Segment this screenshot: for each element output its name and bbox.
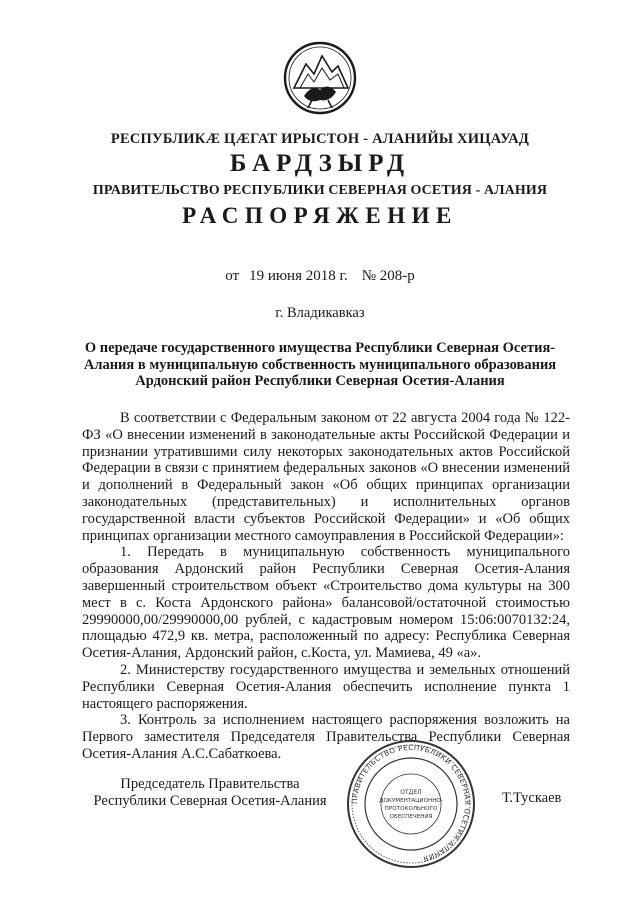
- document-date: 19 июня 2018 г.: [249, 268, 348, 284]
- order-heading: РАСПОРЯЖЕНИЕ: [182, 203, 458, 228]
- coat-of-arms-icon: [282, 40, 358, 116]
- ossetian-decree-heading: БАРДЗЫРД: [229, 150, 411, 177]
- seal-center-line-2: ДОКУМЕНТАЦИОННО-: [379, 798, 443, 804]
- document-title: О передаче государственного имущества Республики Северная Осетия-Алания в муниципальную собственность муниципального образования Ардонский район Республики Северная Осетия-Алания: [83, 340, 557, 389]
- signatory-position-line-2: Республики Северная Осетия-Алания: [93, 793, 327, 809]
- signatory-position-line-1: Председатель Правительства: [120, 776, 300, 792]
- date-prefix: от: [225, 268, 240, 284]
- preamble-paragraph: В соответствии с Федеральным законом от 22 августа 2004 года № 122-ФЗ «О внесении изменений в законодательные акты Российской Федерации и признании утратившими силу некоторых законодательных актов Российской Федерации в связи с принятием федеральных законов «О внесении изменений и дополнений в Федеральный закон «Об общих принципах организации законодательных (представительных) и исполнительных органов государственной власти субъектов Российской Федерации» и «Об общих принципах организации местного самоуправления в Российской Федерации»:: [82, 410, 570, 544]
- seal-center-line-4: ОБЕСПЕЧЕНИЯ: [389, 814, 433, 820]
- official-seal-icon: [345, 738, 477, 870]
- seal-center-line-1: ОТДЕЛ: [400, 789, 422, 796]
- government-name-line: ПРАВИТЕЛЬСТВО РЕСПУБЛИКИ СЕВЕРНАЯ ОСЕТИЯ - АЛАНИЯ: [92, 183, 548, 198]
- ossetian-republic-line: РЕСПУБЛИКÆ ЦÆГАТ ИРЫСТОН - АЛАНИЙЫ ХИЦАУАД: [110, 131, 530, 147]
- seal-outer-text: ПРАВИТЕЛЬСТВО РЕСПУБЛИКИ СЕВЕРНАЯ ОСЕТИЯ-АЛАНИЯ: [349, 742, 473, 864]
- signatory-position: [80, 776, 340, 810]
- document-body: [82, 410, 570, 763]
- city-line: г. Владикавказ: [275, 305, 365, 321]
- item-1-paragraph: 1. Передать в муниципальную собственность муниципального образования Ардонский район Республики Северная Осетия-Алания завершенный строительством объект «Строительство дома культуры на 300 мест в с. Коста Ардонского района» балансовой/остаточной стоимостью 29990000,00/29990000,00 рублей, с кадастровым номером 15:06:0070132:24, площадью 472,9 кв. метра, расположенный по адресу: Республика Северная Осетия-Алания, Ардонский район, с.Коста, ул. Мамиева, 49 «а».: [82, 544, 570, 662]
- signatory-name: Т.Тускаев: [502, 790, 562, 806]
- document-number: № 208-р: [361, 268, 415, 284]
- date-number-line: [0, 268, 640, 285]
- seal-center-line-3: ПРОТОКОЛЬНОГО: [384, 806, 438, 812]
- item-3-paragraph: 3. Контроль за исполнением настоящего распоряжения возложить на Первого заместителя Председателя Правительства Республики Северная Осетия-Алания А.С.Сабаткоева.: [82, 712, 570, 762]
- item-2-paragraph: 2. Министерству государственного имущества и земельных отношений Республики Северная Осетия-Алания обеспечить исполнение пункта 1 настоящего распоряжения.: [82, 661, 570, 712]
